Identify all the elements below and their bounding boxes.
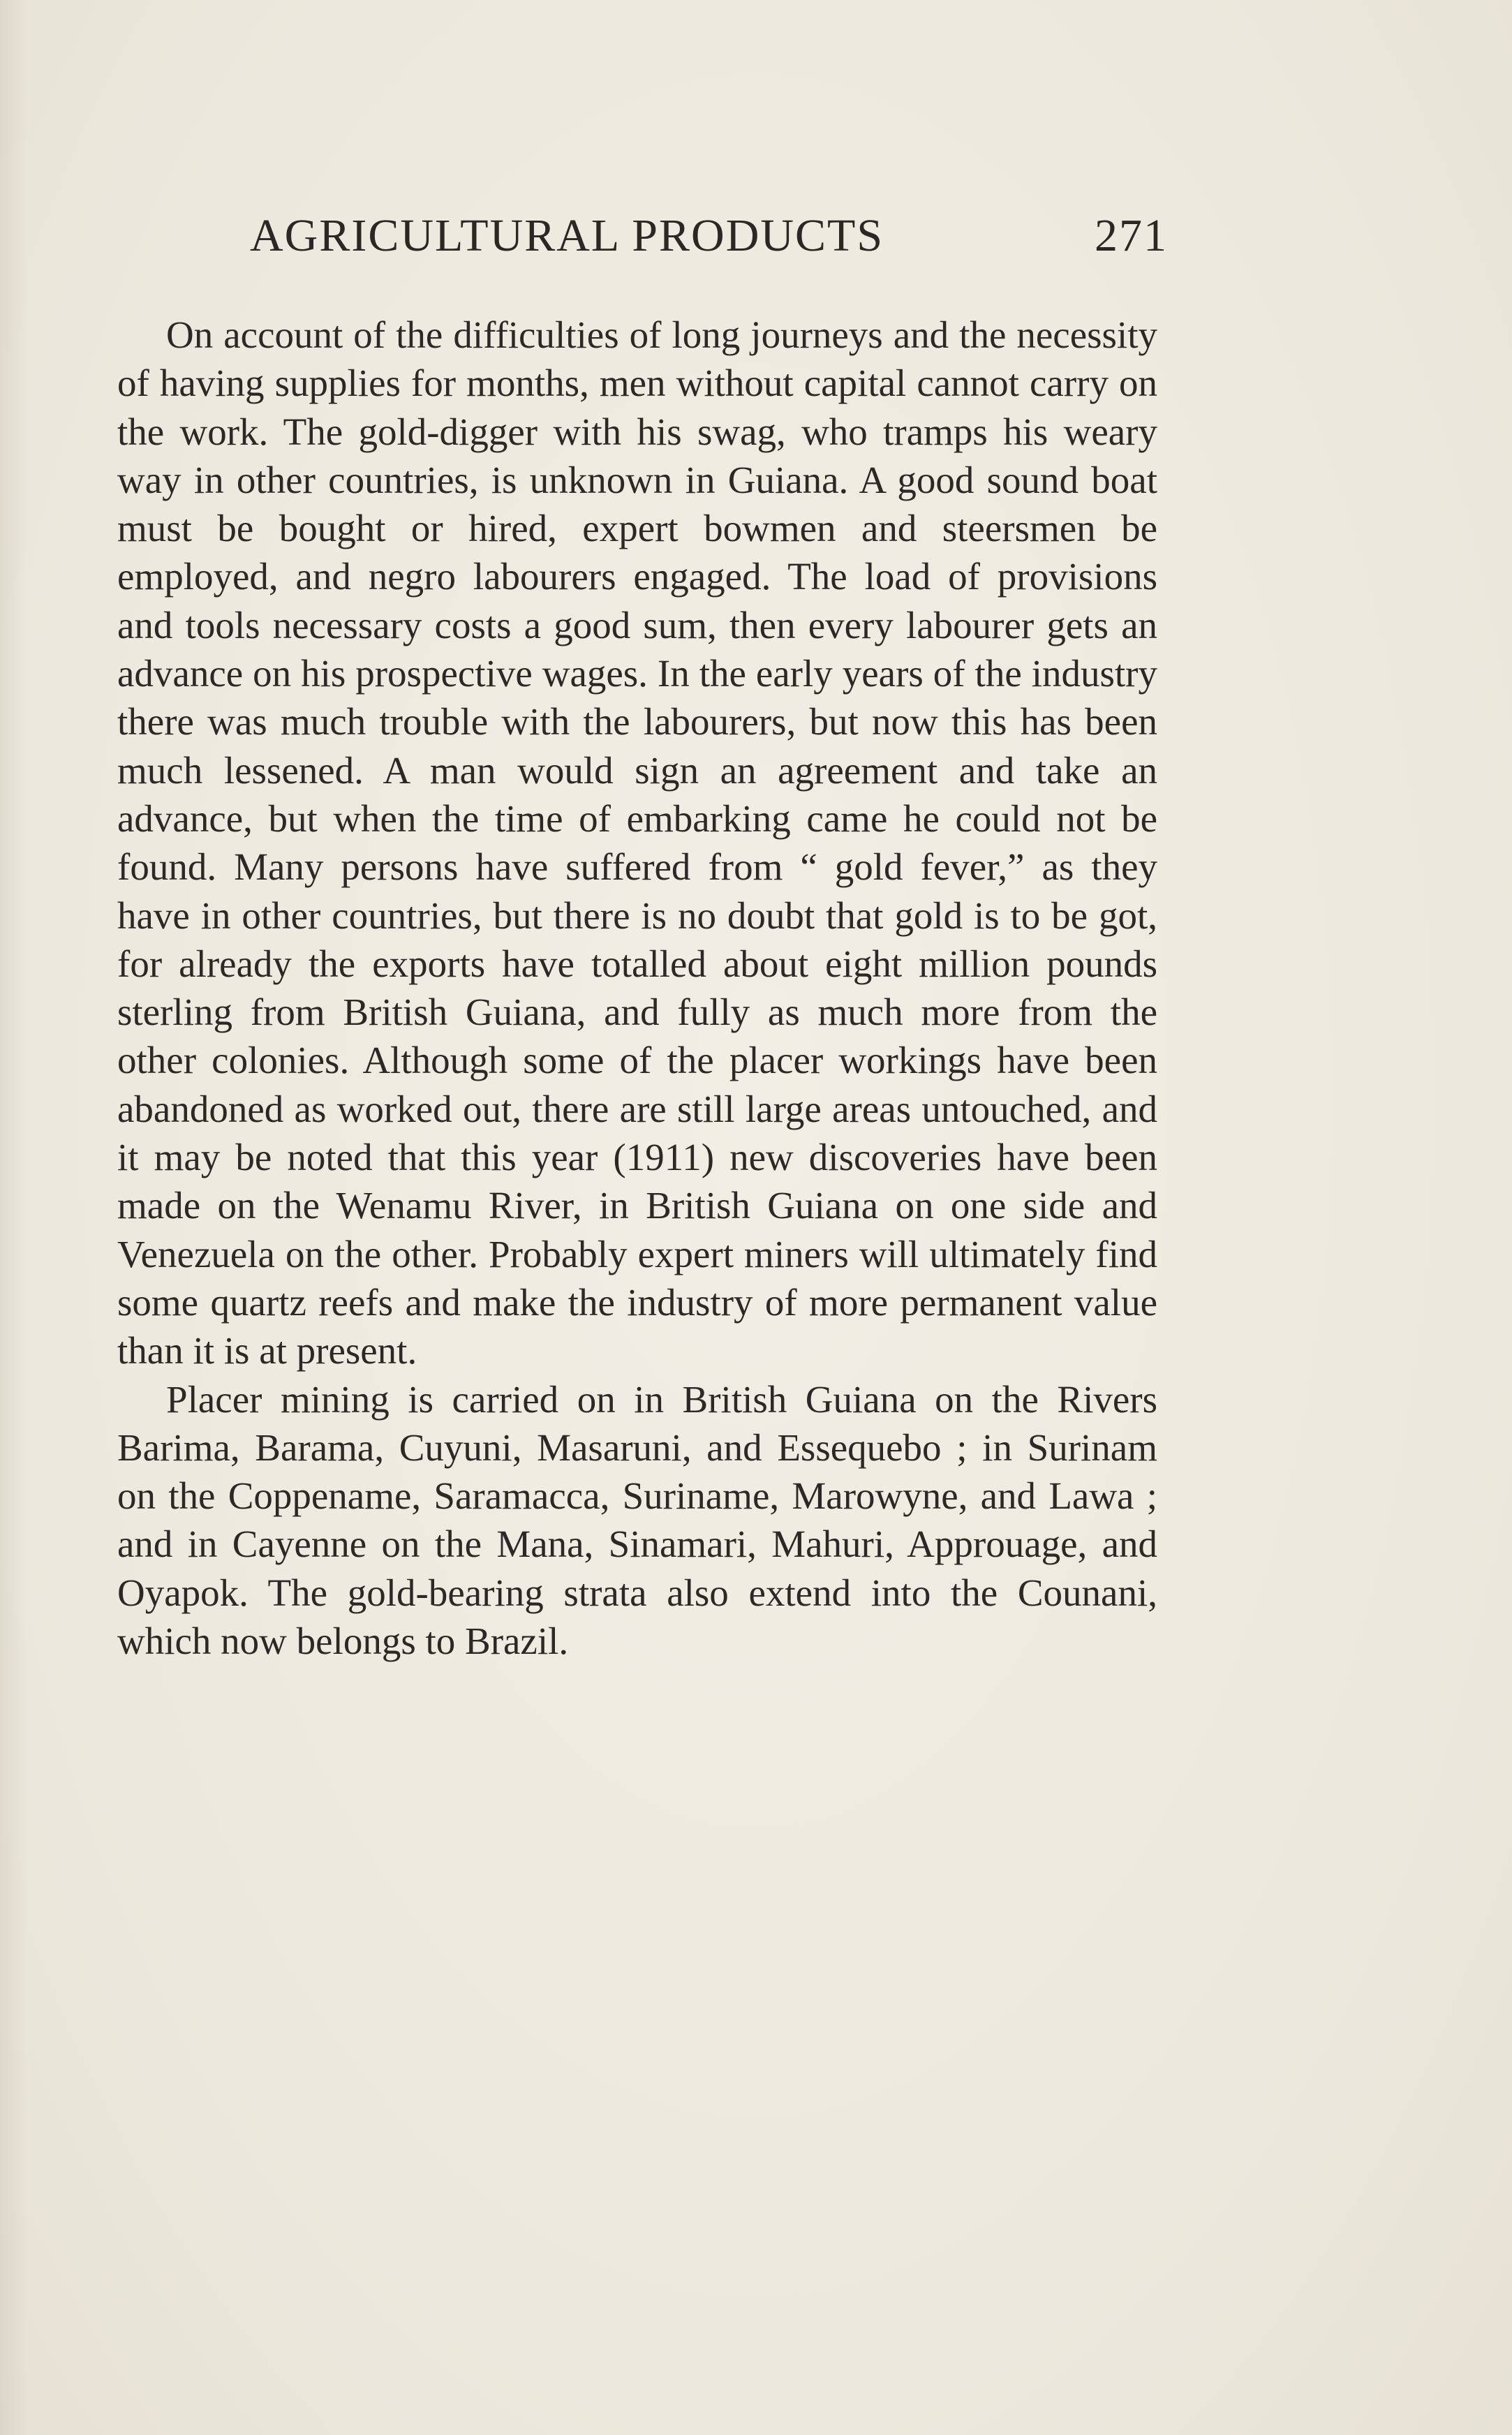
paragraph-gold-industry: On account of the difficulties of long journeys and the necessity of having supplies for months, men without capital cannot carry on the work. The gold-digger with his swag, who tramps his weary way in other countries, is unknown in Guiana. A good sound boat must be bought or hired, expert bowmen and steersmen be employed, and negro labourers engaged. The load of provisions and tools necessary costs a good sum, then every labourer gets an advance on his prospective wages. In the early years of the industry there was much trouble with the labourers, but now this has been much lessened. A man would sign an agreement and take an advance, but when the time of embarking came he could not be found. Many persons have suffered from “ gold fever,” as they have in other countries, but there is no doubt that gold is to be got, for already the exports have totalled about eight million pounds sterling from British Guiana, and fully as much more from the other colonies. Although some of the placer workings have been abandoned as worked out, there are still large areas untouched, and it may be noted that this year (1911) new discoveries have been made on the Wenamu River, in British Guiana on one side and Venezuela on the other. Probably expert miners will ultimately find some quartz reefs and make the industry of more permanent value than it is at present. <box>117 313 1157 1372</box>
page-edge-shadow <box>0 0 28 2435</box>
running-header <box>117 209 1168 272</box>
page-number: 271 <box>1095 210 1168 261</box>
body-text <box>117 311 1157 1665</box>
running-head-title: AGRICULTURAL PRODUCTS <box>250 210 884 261</box>
paragraph-placer-mining: Placer mining is carried on in British Guiana on the Rivers Barima, Barama, Cuyuni, Masaruni, and Essequebo ; in Surinam on the Coppename, Saramacca, Suriname, Marowyne, and Lawa ; and in Cayenne on the Mana, Sinamari, Mahuri, Approuage, and Oyapok. The gold-bearing strata also extend into the Counani, which now belongs to Brazil. <box>117 1377 1157 1663</box>
